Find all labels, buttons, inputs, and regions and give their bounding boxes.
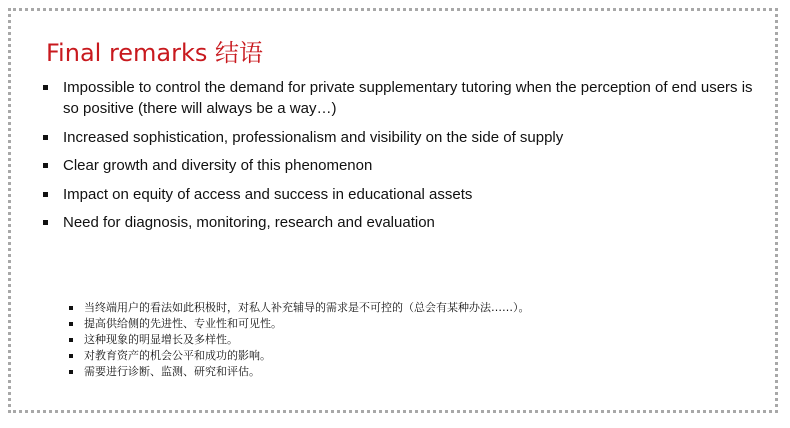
bullet-item: Need for diagnosis, monitoring, research and evaluation xyxy=(42,212,762,233)
bullet-item: Increased sophistication, professionalism and visibility on the side of supply xyxy=(42,127,762,148)
bullet-item: Impact on equity of access and success in educational assets xyxy=(42,184,762,205)
chinese-bullet-item: 当终端用户的看法如此积极时，对私人补充辅导的需求是不可控的（总会有某种办法……）。 xyxy=(68,300,748,316)
chinese-bullet-item: 需要进行诊断、监测、研究和评估。 xyxy=(68,364,748,380)
chinese-bullet-item: 这种现象的明显增长及多样性。 xyxy=(68,332,748,348)
chinese-bullet-list xyxy=(68,300,748,380)
chinese-bullet-item: 提高供给侧的先进性、专业性和可见性。 xyxy=(68,316,748,332)
slide xyxy=(14,14,772,407)
slide-title: Final remarks 结语 xyxy=(46,39,264,67)
bullet-item: Impossible to control the demand for private supplementary tutoring when the perception of end users is so positive (there will always be a way…) xyxy=(42,77,762,119)
chinese-bullet-item: 对教育资产的机会公平和成功的影响。 xyxy=(68,348,748,364)
english-bullet-list xyxy=(42,77,762,241)
bullet-item: Clear growth and diversity of this phenomenon xyxy=(42,155,762,176)
